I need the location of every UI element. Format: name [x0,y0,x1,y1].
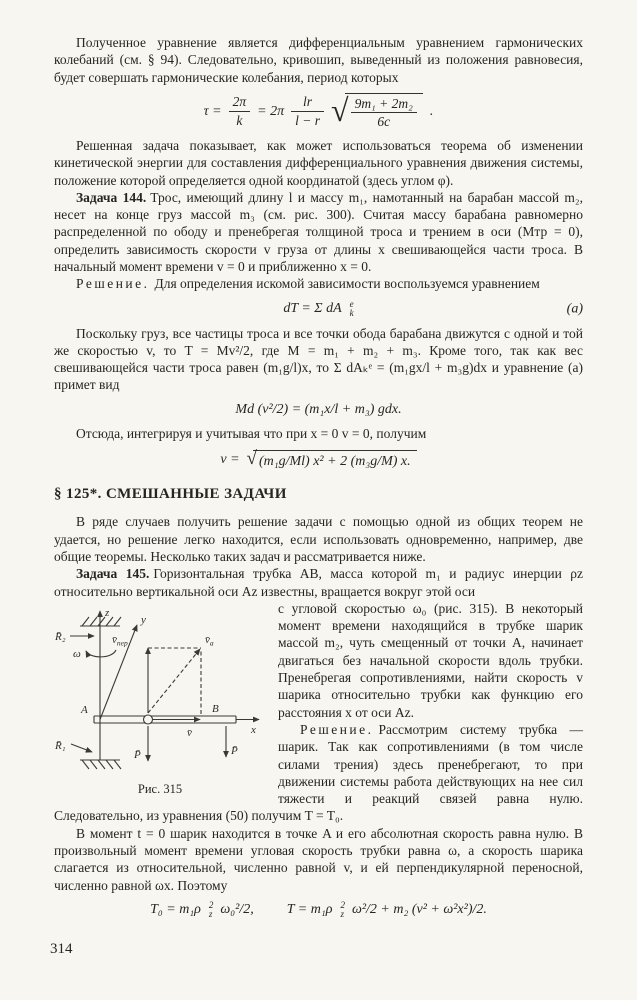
task-144 [54,189,583,275]
fraction: $\frac{lr}{l - r}$ [291,94,324,128]
label-weight-ball: P̄ [134,748,141,761]
paragraph-task144-derivation: Поскольку груз, все частицы троса и все точки обода барабана движутся с одной и той же скоростью v, то T = Mv²/2, где M = m₁ + m₂ + m₃. Кроме того, так как вес свешивающейся части троса равен (m₁g/l)x, то Σ dAₖᵉ = (m₁gx/l + m₃g)dx и уравнение (а) примет вид [54,325,583,393]
label-reaction-r2: R̄₂ [55,630,66,643]
paragraph-harmonic-oscillation: Полученное уравнение является дифференциальным уравнением гармонических колебаний (см. § 94). Следовательно, кривошип, выведенный из положения равновесия, будет совершать гармонические колебания, период которых [54,35,583,85]
label-weight-tube: P̄ [231,744,238,757]
sup-sub-index: 2 z [208,899,214,919]
formula-differential: Md (v²/2) = (m₁x/l + m₃) gdx. [235,401,402,417]
label-point-b: B [212,702,219,715]
equation-label-a: (а) [566,300,583,316]
paragraph-mixed-intro: В ряде случаев получить решение задачи с помощью одной из общих теорем не удается, но решение легко находится, если использовать одновременно, например, две общие теоремы. Несколько таких задач и рассматривается ниже. [54,514,583,564]
formula-work-equation [54,300,583,318]
task-145 [54,565,583,600]
vector-v-abs [148,649,200,713]
figure-315 [54,602,266,798]
sup-sub-index: 2 z [340,899,345,919]
solution-145-text: Рассмотрим систему трубка — шарик. Так как сопротивлениями (в том числе силами трения) здесь пренебрегают, то при движении системы работа действующих на нее сил тяжести и реакций связей равна нулю. Следовательно, из уравнения (50) получим T = T₀. [54,721,583,824]
radical [331,93,423,130]
task-144-text: Трос, имеющий длину l и массу m₁, намотанный на барабан массой m₂, несет на конце груз массой m₃ (см. рис. 300). Считая массу барабана равномерно распределенной по ободу и пренебрегая толщиной троса и трением в оси (Mтр = 0), определить зависимость скорости v груза от длины x свешивающейся части троса. В начальный момент времени v = 0 и приближенно x = 0. [54,189,583,274]
label-x-axis: x [251,723,256,736]
section-heading-125: § 125*. СМЕШАННЫЕ ЗАДАЧИ [54,486,287,503]
formula-velocity-result [54,450,583,471]
omega-arrow [86,650,116,657]
formula-velocity-lhs: v = [220,452,240,468]
formula-period-mid: = 2π [257,103,285,119]
task-144-label: Задача 144. [76,189,147,205]
reaction-r1-arrow [71,744,92,752]
bottom-support-hatch [80,760,121,769]
formula-period-end: . [429,103,434,119]
radical-sign: √ [246,448,257,470]
task-145-label: Задача 145. [76,566,150,582]
figure-caption: Рис. 315 [137,781,183,796]
fraction: $\frac{2\pi}{k}$ [229,94,251,128]
solution-144 [54,275,583,292]
solution-145-label: Решение. [300,721,374,737]
label-vector-v-rel: v̄ [187,726,192,739]
sup-sub-index: e k [349,298,354,318]
formula-work-body: dT = Σ dA [283,300,342,316]
label-omega: ω [73,647,81,660]
solution-144-text: Для определения искомой зависимости воспользуемся уравнением [154,276,540,292]
label-point-a: A [81,703,88,716]
paragraph-task145-energy: В момент t = 0 шарик находится в точке A и его абсолютная скорость равна нулю. В произвольный момент времени угловая скорость трубки равна ω, а скорость шарика слагается из относительной, численно равной v, и ей перпендикулярной переносной, численно равной ωx. Поэтому [54,825,583,893]
label-vector-v-per: $v̄_{пер}$ [112,633,128,648]
paragraph-theorem-note: Решенная задача показывает, как может использоваться теорема об изменении кинетической энергии для составления дифференциального уравнения движения системы, положение которой определяется одной координатой (здесь углом φ). [54,137,583,188]
label-vector-v-abs: $v̄_а$ [205,633,214,648]
formula-kinetic-energy: T₀ = m₁ρ 2 z ω₀²/2, T = m₁ρ 2 z ω²/2 + m₂ (v² + ω²x²)/2. [150,899,487,919]
ball [144,715,153,724]
label-reaction-r1: R̄₁ [55,739,66,752]
task-145-text-wrap: с угловой скоростью ω₀ (рис. 315). В некоторый момент времени находящийся в трубке шарик массой m₂, чуть смещенный от точки A, начинает двигаться без начальной скорости вдоль трубки. Пренебрегая сопротивлениями, найти скорость v шарика относительно трубки как функцию его расстояния x от оси Az. [278,600,583,720]
formula-period-lhs: τ = [203,103,222,119]
label-z-axis: z [105,606,110,619]
figure-315-diagram [54,602,266,778]
page-number: 314 [50,941,73,957]
formula-period [54,93,583,130]
radical-sign: √ [331,92,349,129]
fraction: $\frac{\text{9m₁ + 2m₂}}{6c}$ [351,96,417,130]
radical: √ (m₁g/Ml) x² + 2 (m₃g/M) x. [247,450,417,471]
label-y-axis: y [141,613,146,626]
paragraph-integration-note: Отсюда, интегрируя и учитывая что при x = 0 v = 0, получим [76,426,427,442]
solution-144-label: Решение. [76,276,150,292]
task-145-text-start: Горизонтальная трубка AB, масса которой m₁ и радиус инерции ρz относительно вертикальной оси Az известны, вращается вокруг этой оси [54,566,583,599]
